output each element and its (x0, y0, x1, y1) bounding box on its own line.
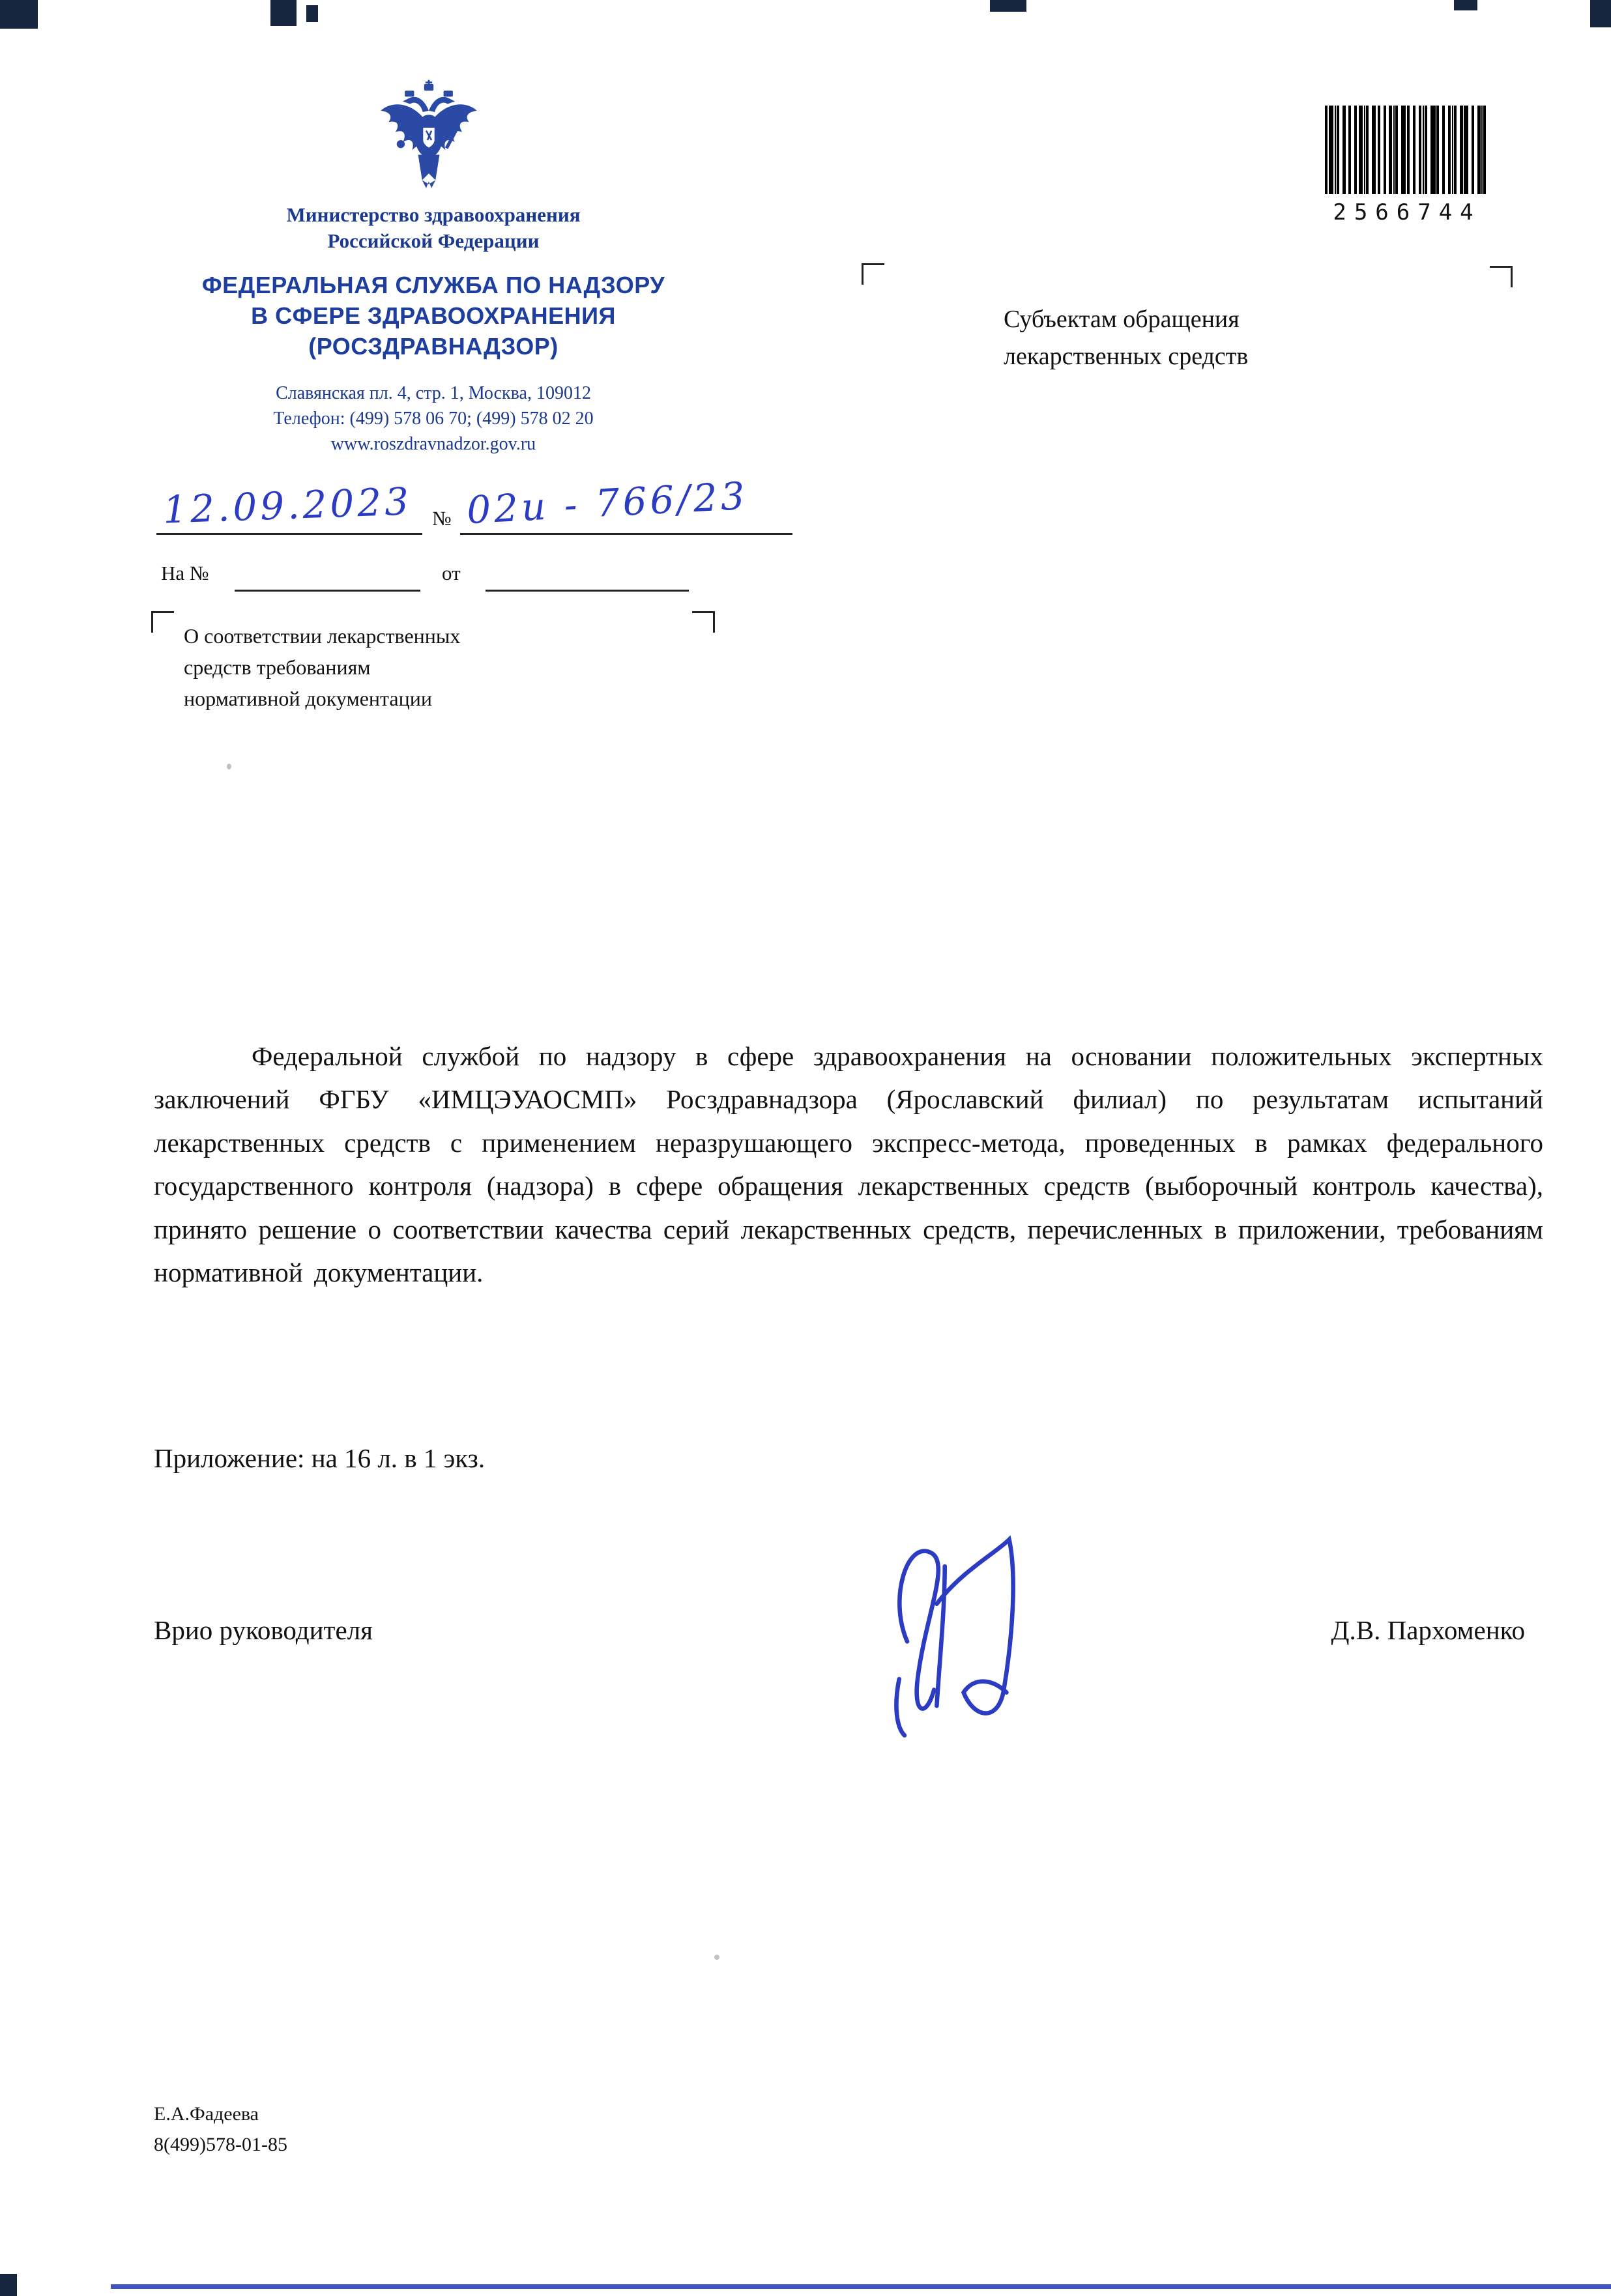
subject-block (184, 620, 460, 714)
date-underline (156, 533, 422, 535)
letterhead (98, 202, 769, 457)
number-sign: № (432, 507, 452, 530)
scan-artifact (1590, 0, 1611, 27)
scan-artifact (270, 0, 297, 26)
barcode (1325, 106, 1489, 194)
scan-speck (227, 764, 231, 769)
recipient-block (1004, 301, 1248, 375)
executor-block (154, 2099, 287, 2160)
reply-from-label: от (442, 562, 461, 584)
service-name (98, 270, 769, 362)
recipient-line: лекарственных средств (1004, 343, 1249, 370)
signer-position: Врио руководителя (154, 1615, 373, 1645)
scan-artifact (0, 0, 38, 29)
contact-block (98, 380, 769, 457)
service-name-line2: В СФЕРЕ ЗДРАВООХРАНЕНИЯ (251, 302, 616, 330)
ministry-name-line2: Российской Федерации (327, 229, 540, 252)
address-line: Славянская пл. 4, стр. 1, Москва, 109012 (276, 382, 591, 403)
handwritten-number: 02и - 766/23 (465, 473, 749, 533)
subject-line: О соответствии лекарственных (184, 624, 461, 648)
scan-artifact (990, 0, 1026, 12)
signature-ink (867, 1518, 1082, 1746)
ministry-name-line1: Министерство здравоохранения (286, 203, 581, 226)
attachment-note: Приложение: на 16 л. в 1 экз. (154, 1443, 486, 1473)
barcode-number: 2566744 (1333, 199, 1481, 225)
website-line: www.roszdravnadzor.gov.ru (330, 434, 536, 455)
subject-corner-right (692, 611, 715, 633)
phone-line: Телефон: (499) 578 06 70; (499) 578 02 20 (273, 408, 594, 429)
subject-line: нормативной документации (184, 687, 432, 710)
reply-date-underline (486, 590, 689, 592)
recipient-line: Субъектам обращения (1004, 306, 1240, 333)
coat-of-arms-russia-icon (375, 78, 482, 202)
subject-line: средств требованиям (184, 655, 371, 679)
scan-bottom-line (111, 2284, 1611, 2289)
scan-speck (714, 1955, 719, 1960)
scan-artifact (1454, 0, 1477, 10)
signer-name: Д.В. Пархоменко (1331, 1615, 1525, 1645)
reply-prefix: На № (161, 562, 209, 584)
executor-phone: 8(499)578-01-85 (154, 2133, 287, 2155)
recipient-corner-right (1490, 266, 1513, 287)
service-name-line3: (РОСЗДРАВНАДЗОР) (308, 332, 559, 360)
executor-name: Е.А.Фадеева (154, 2103, 259, 2125)
scan-artifact (306, 5, 318, 22)
handwritten-date: 12.09.2023 (162, 479, 413, 532)
body-paragraph: Федеральной службой по надзору в сфере здравоохранения на основании положительных экспертных заключений ФГБУ «ИМЦЭУАОСМП» Росздравнадзора (Ярославский филиал) по результатам испытаний лекарственных средств с применением неразрушающего экспресс-метода, проведенных в рамках федерального государственного контроля (надзора) в сфере обращения лекарственных средств (выборочный контроль качества), принято решение о соответствии качества серий лекарственных средств, перечисленных в приложении, требованиям нормативной документации. (154, 1041, 1543, 1288)
service-name-line1: ФЕДЕРАЛЬНАЯ СЛУЖБА ПО НАДЗОРУ (201, 272, 665, 299)
subject-corner-left (151, 611, 174, 633)
recipient-corner-left (862, 263, 884, 285)
number-underline (460, 533, 792, 535)
scan-artifact (0, 2274, 17, 2296)
reply-number-underline (235, 590, 420, 592)
